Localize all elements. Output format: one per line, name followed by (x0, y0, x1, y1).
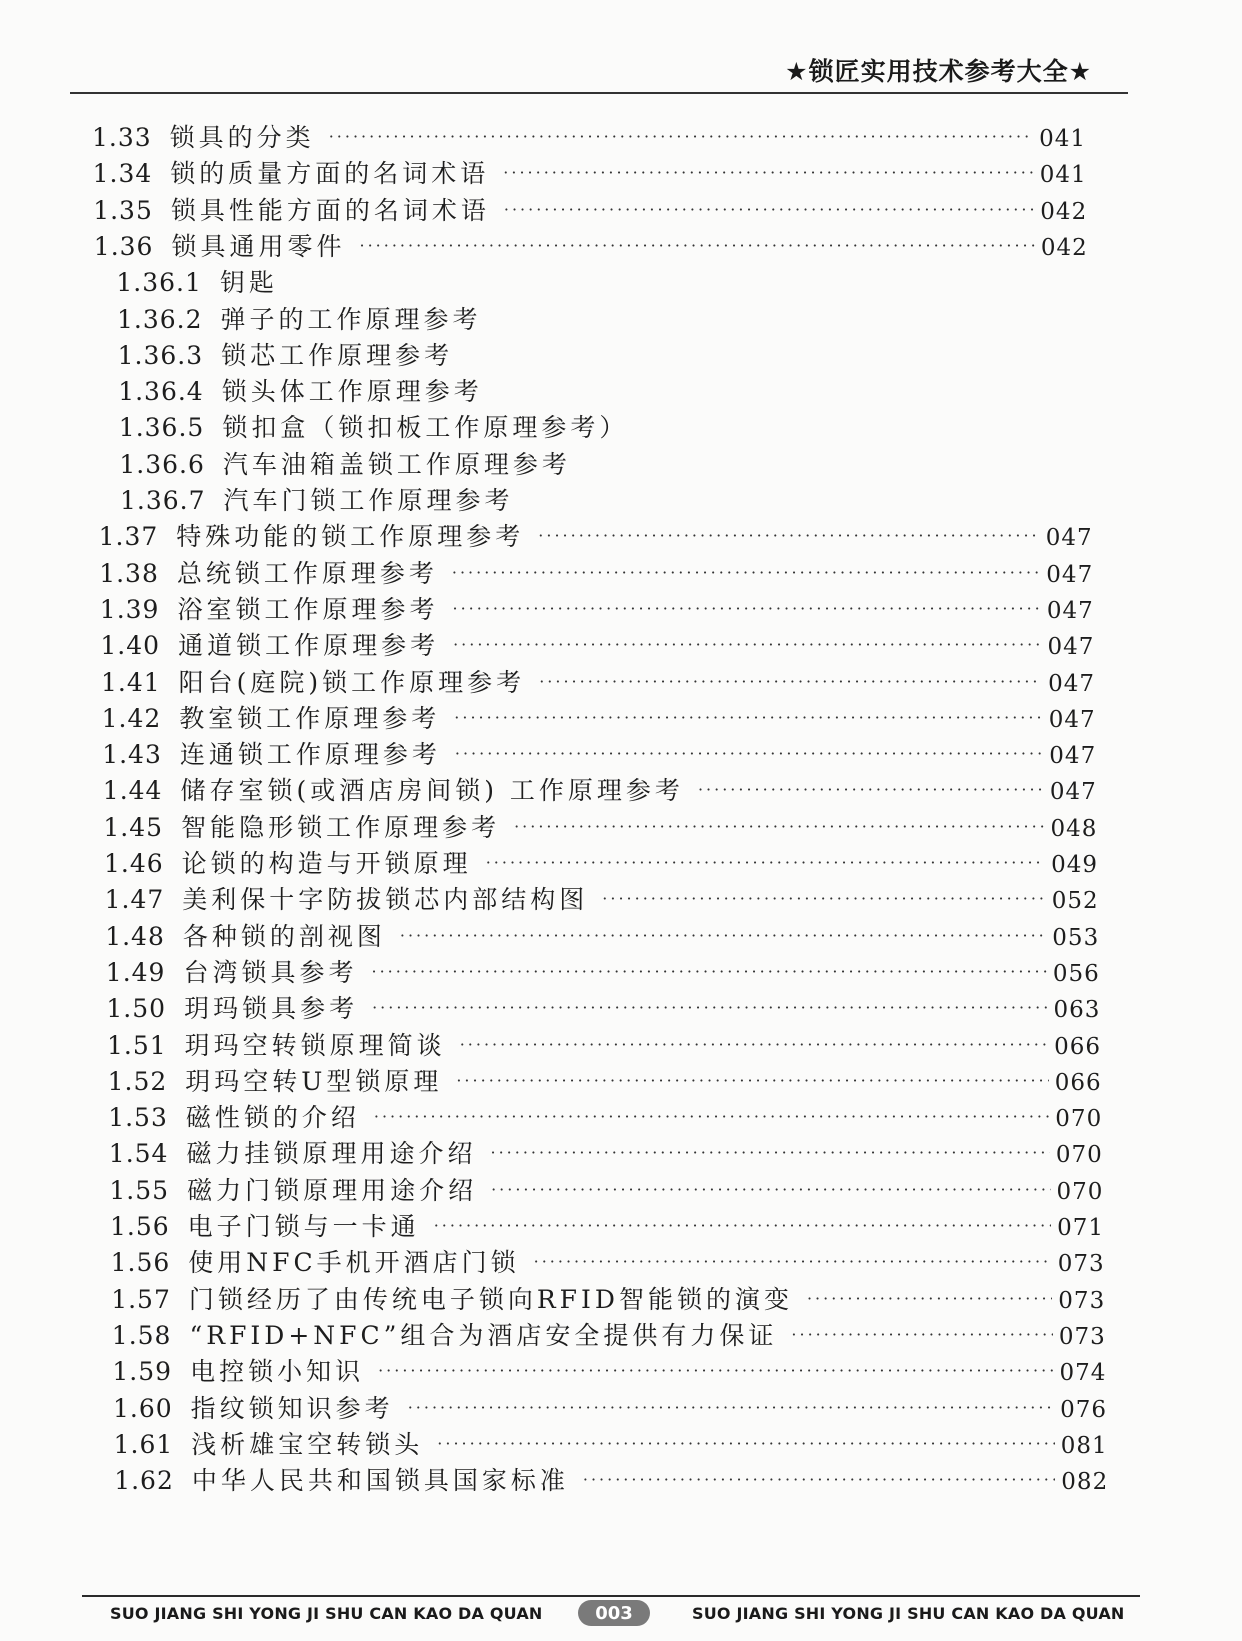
toc-entry-title: 智能隐形锁工作原理参考 (181, 812, 501, 842)
toc-entry-number: 1.36.3 (117, 340, 204, 370)
toc-leader-dots (437, 1434, 1054, 1453)
footer-left-text: SUO JIANG SHI YONG JI SHU CAN KAO DA QUAN (110, 1604, 543, 1623)
toc-subentry (118, 336, 1090, 372)
toc-entry-number: 1.36.1 (116, 268, 202, 298)
toc-leader-dots (454, 708, 1042, 727)
toc-leader-dots (503, 163, 1033, 182)
toc-leader-dots (378, 1361, 1053, 1380)
toc-entry-title: 锁扣盒（锁扣板工作原理参考） (222, 413, 629, 443)
toc-entry (109, 1171, 1103, 1207)
toc-entry-number: 1.61 (113, 1429, 174, 1459)
toc-entry-page: 047 (1048, 706, 1096, 733)
toc-entry-number: 1.38 (99, 558, 159, 588)
toc-entry (100, 626, 1094, 662)
toc-entry (99, 517, 1093, 553)
toc-entry (111, 1280, 1105, 1316)
toc-entry-page: 076 (1060, 1396, 1107, 1423)
toc-entry-page: 047 (1047, 634, 1095, 661)
toc-entry-title: 总统锁工作原理参考 (176, 558, 438, 588)
toc-entry-number: 1.39 (99, 594, 160, 624)
toc-entry-number: 1.56 (110, 1212, 170, 1241)
toc-entry-title: 钥匙 (219, 268, 278, 298)
toc-entry (108, 1062, 1102, 1098)
toc-entry-title: 论锁的构造与开锁原理 (181, 849, 472, 878)
toc-entry (109, 1134, 1103, 1170)
toc-entry-title: 连通锁工作原理参考 (179, 740, 441, 770)
toc-leader-dots (455, 744, 1043, 763)
toc-leader-dots (698, 780, 1044, 799)
toc-subentry (116, 263, 1088, 299)
toc-entry-number: 1.43 (102, 740, 162, 770)
toc-leader-dots (371, 962, 1046, 981)
toc-leader-dots (452, 563, 1040, 582)
toc-leader-dots (359, 236, 1034, 255)
toc-entry-title: 磁性锁的介绍 (185, 1103, 360, 1133)
toc-entry-title: “RFID+NFC”组合为酒店安全提供有力保证 (189, 1320, 778, 1350)
toc-entry-title: 锁的质量方面的名词术语 (170, 159, 490, 189)
toc-entry-title: 锁具通用零件 (171, 231, 346, 261)
toc-leader-dots (372, 998, 1047, 1017)
toc-entry-number: 1.34 (92, 159, 153, 189)
toc-entry (100, 590, 1094, 626)
toc-entry-number: 1.47 (104, 885, 165, 915)
toc-entry-number: 1.53 (108, 1103, 168, 1133)
toc-leader-dots (504, 200, 1034, 219)
toc-leader-dots (807, 1289, 1052, 1308)
toc-entry-number: 1.42 (101, 703, 162, 733)
toc-entry (92, 118, 1086, 154)
toc-entry-title: 使用NFC手机开酒店门锁 (188, 1248, 520, 1278)
toc-entry-title: 电控锁小知识 (190, 1357, 365, 1387)
toc-entry-page: 066 (1054, 1069, 1102, 1096)
running-header-title: ★锁匠实用技术参考大全★ (785, 57, 1092, 86)
toc-subentry (119, 445, 1091, 481)
toc-entry (93, 191, 1087, 227)
toc-entry-title: 汽车门锁工作原理参考 (223, 486, 514, 515)
toc-entry-page: 063 (1053, 997, 1101, 1024)
toc-entry-number: 1.36.4 (118, 377, 204, 407)
toc-entry-number: 1.45 (103, 812, 164, 842)
footer-rule (82, 1595, 1140, 1597)
toc-entry-title: 汽车油箱盖锁工作原理参考 (222, 449, 571, 479)
toc-entry-page: 042 (1040, 234, 1088, 261)
toc-entry-number: 1.52 (107, 1066, 168, 1096)
toc-leader-dots (602, 889, 1045, 908)
toc-entry-page: 049 (1051, 852, 1098, 878)
toc-entry (103, 808, 1097, 844)
toc-entry-title: 锁头体工作原理参考 (221, 377, 483, 407)
toc-entry-title: 弹子的工作原理参考 (220, 304, 482, 334)
toc-entry-number: 1.60 (113, 1393, 173, 1423)
toc-entry-title: 阳台(庭院)锁工作原理参考 (178, 667, 526, 697)
toc-leader-dots (456, 1071, 1048, 1090)
toc-entry-number: 1.50 (106, 994, 167, 1024)
toc-entry-page: 053 (1052, 924, 1100, 951)
toc-leader-dots (486, 853, 1045, 872)
toc-entry-page: 082 (1061, 1469, 1109, 1496)
toc-entry (94, 227, 1088, 263)
toc-entry-page: 042 (1040, 198, 1088, 225)
toc-entry (101, 663, 1095, 699)
toc-entry-number: 1.54 (108, 1139, 169, 1169)
toc-entry-number: 1.35 (93, 195, 153, 225)
toc-entry-number: 1.58 (111, 1320, 172, 1350)
toc-entry-number: 1.33 (92, 123, 152, 152)
toc-entry-number: 1.36.2 (117, 304, 203, 334)
toc-entry-page: 070 (1055, 1106, 1103, 1133)
toc-entry-number: 1.37 (98, 522, 159, 552)
toc-entry-number: 1.41 (101, 667, 161, 697)
toc-leader-dots (408, 1398, 1054, 1417)
toc-entry-page: 041 (1039, 162, 1087, 189)
toc-entry-page: 073 (1058, 1287, 1106, 1314)
toc-entry-title: 特殊功能的锁工作原理参考 (176, 522, 525, 552)
toc-entry-number: 1.36 (93, 231, 154, 261)
toc-entry (107, 1026, 1101, 1062)
toc-subentry (119, 408, 1091, 444)
toc-entry (105, 917, 1099, 953)
toc-entry-title: 各种锁的剖视图 (182, 921, 386, 951)
toc-subentry (117, 300, 1089, 336)
toc-entry (105, 880, 1099, 916)
toc-entry (113, 1389, 1107, 1425)
toc-entry-page: 066 (1054, 1033, 1101, 1060)
toc-entry-page: 056 (1052, 960, 1100, 987)
toc-leader-dots (490, 1143, 1049, 1162)
toc-entry (112, 1352, 1106, 1388)
toc-leader-dots (491, 1180, 1050, 1199)
toc-entry-page: 047 (1046, 597, 1094, 624)
toc-entry (99, 554, 1093, 590)
toc-entry-number: 1.36.5 (118, 413, 205, 443)
toc-entry (103, 771, 1097, 807)
toc-entry-title: 磁力挂锁原理用途介绍 (186, 1139, 477, 1169)
toc-entry-page: 070 (1055, 1142, 1103, 1169)
toc-entry-number: 1.51 (107, 1030, 167, 1060)
toc-entry-page: 081 (1060, 1432, 1108, 1459)
toc-entry-title: 玥玛空转锁原理简谈 (184, 1030, 446, 1060)
toc-entry-page: 074 (1059, 1360, 1107, 1387)
footer-right-text: SUO JIANG SHI YONG JI SHU CAN KAO DA QUAN (692, 1604, 1125, 1623)
toc-entry-page: 052 (1051, 888, 1099, 915)
header-rule (70, 92, 1128, 94)
toc-entry-number: 1.57 (111, 1284, 171, 1314)
toc-leader-dots (583, 1470, 1055, 1489)
toc-leader-dots (460, 1035, 1048, 1054)
toc-entry-page: 047 (1049, 743, 1097, 770)
toc-entry-title: 中华人民共和国锁具国家标准 (191, 1466, 569, 1496)
toc-entry-page: 071 (1057, 1215, 1104, 1241)
toc-entry-title: 电子门锁与一卡通 (187, 1212, 420, 1241)
toc-entry-number: 1.36.7 (120, 486, 206, 515)
toc-subentry (120, 481, 1092, 517)
toc-entry (104, 844, 1098, 880)
toc-entry-number: 1.55 (109, 1175, 170, 1205)
toc-entry (102, 735, 1096, 771)
toc-entry-title: 玥玛锁具参考 (184, 994, 359, 1024)
toc-entry (106, 953, 1100, 989)
toc-entry-number: 1.36.6 (119, 449, 205, 479)
toc-entry-page: 070 (1056, 1178, 1104, 1205)
toc-leader-dots (434, 1216, 1051, 1235)
toc-leader-dots (538, 526, 1039, 545)
toc-entry (111, 1243, 1105, 1279)
toc-entry-number: 1.48 (105, 921, 165, 951)
toc-leader-dots (539, 672, 1042, 691)
toc-entry-title: 锁具的分类 (169, 123, 315, 152)
toc-entry (102, 699, 1096, 735)
toc-leader-dots (453, 635, 1041, 654)
toc-entry-title: 玥玛空转U型锁原理 (185, 1066, 443, 1096)
toc-entry-title: 浅析雄宝空转锁头 (191, 1429, 424, 1459)
toc-leader-dots (534, 1252, 1052, 1271)
toc-entry-title: 锁芯工作原理参考 (221, 340, 454, 370)
toc-entry-title: 门锁经历了由传统电子锁向RFID智能锁的演变 (188, 1284, 793, 1314)
toc-entry (108, 1098, 1102, 1134)
toc-entry-number: 1.62 (114, 1466, 174, 1496)
toc-entry-number: 1.44 (102, 776, 163, 806)
toc-entry-number: 1.40 (100, 631, 161, 661)
toc-entry-number: 1.49 (105, 957, 166, 987)
toc-entry (112, 1316, 1106, 1352)
toc-entry-title: 美利保十字防拔锁芯内部结构图 (182, 885, 589, 915)
toc-entry-page: 073 (1058, 1323, 1106, 1350)
toc-entry-title: 储存室锁(或酒店房间锁) 工作原理参考 (180, 776, 684, 806)
toc-leader-dots (791, 1325, 1052, 1344)
page-number-badge: 003 (578, 1600, 650, 1626)
toc-entry-page: 041 (1039, 126, 1086, 152)
toc-leader-dots (400, 926, 1046, 945)
toc-leader-dots (374, 1107, 1049, 1126)
toc-entry-title: 锁具性能方面的名词术语 (170, 195, 490, 225)
toc-entry (114, 1461, 1108, 1497)
toc-entry (110, 1207, 1104, 1243)
toc-entry-title: 指纹锁知识参考 (190, 1393, 394, 1423)
toc-entry-page: 073 (1057, 1251, 1105, 1278)
toc-entry-page: 047 (1048, 670, 1095, 697)
toc-entry-title: 通道锁工作原理参考 (178, 631, 440, 661)
toc-subentry (118, 372, 1090, 408)
toc-entry-title: 浴室锁工作原理参考 (177, 594, 439, 624)
toc-entry-page: 047 (1045, 525, 1093, 552)
toc-entry-title: 教室锁工作原理参考 (179, 703, 441, 733)
toc-entry-number: 1.46 (104, 849, 164, 878)
toc-entry-number: 1.56 (110, 1248, 171, 1278)
toc-entry-page: 047 (1046, 561, 1094, 588)
toc-entry (93, 154, 1087, 190)
toc-leader-dots (452, 599, 1040, 618)
toc-leader-dots (514, 817, 1044, 836)
toc-entry-page: 048 (1050, 815, 1098, 842)
toc-entry-title: 台湾锁具参考 (183, 957, 358, 987)
toc-leader-dots (329, 127, 1033, 146)
toc-entry (114, 1425, 1108, 1461)
toc-entry-number: 1.59 (112, 1357, 173, 1387)
toc-entry-title: 磁力门锁原理用途介绍 (187, 1175, 478, 1205)
toc-entry-page: 047 (1049, 779, 1097, 806)
toc-entry (106, 989, 1100, 1025)
